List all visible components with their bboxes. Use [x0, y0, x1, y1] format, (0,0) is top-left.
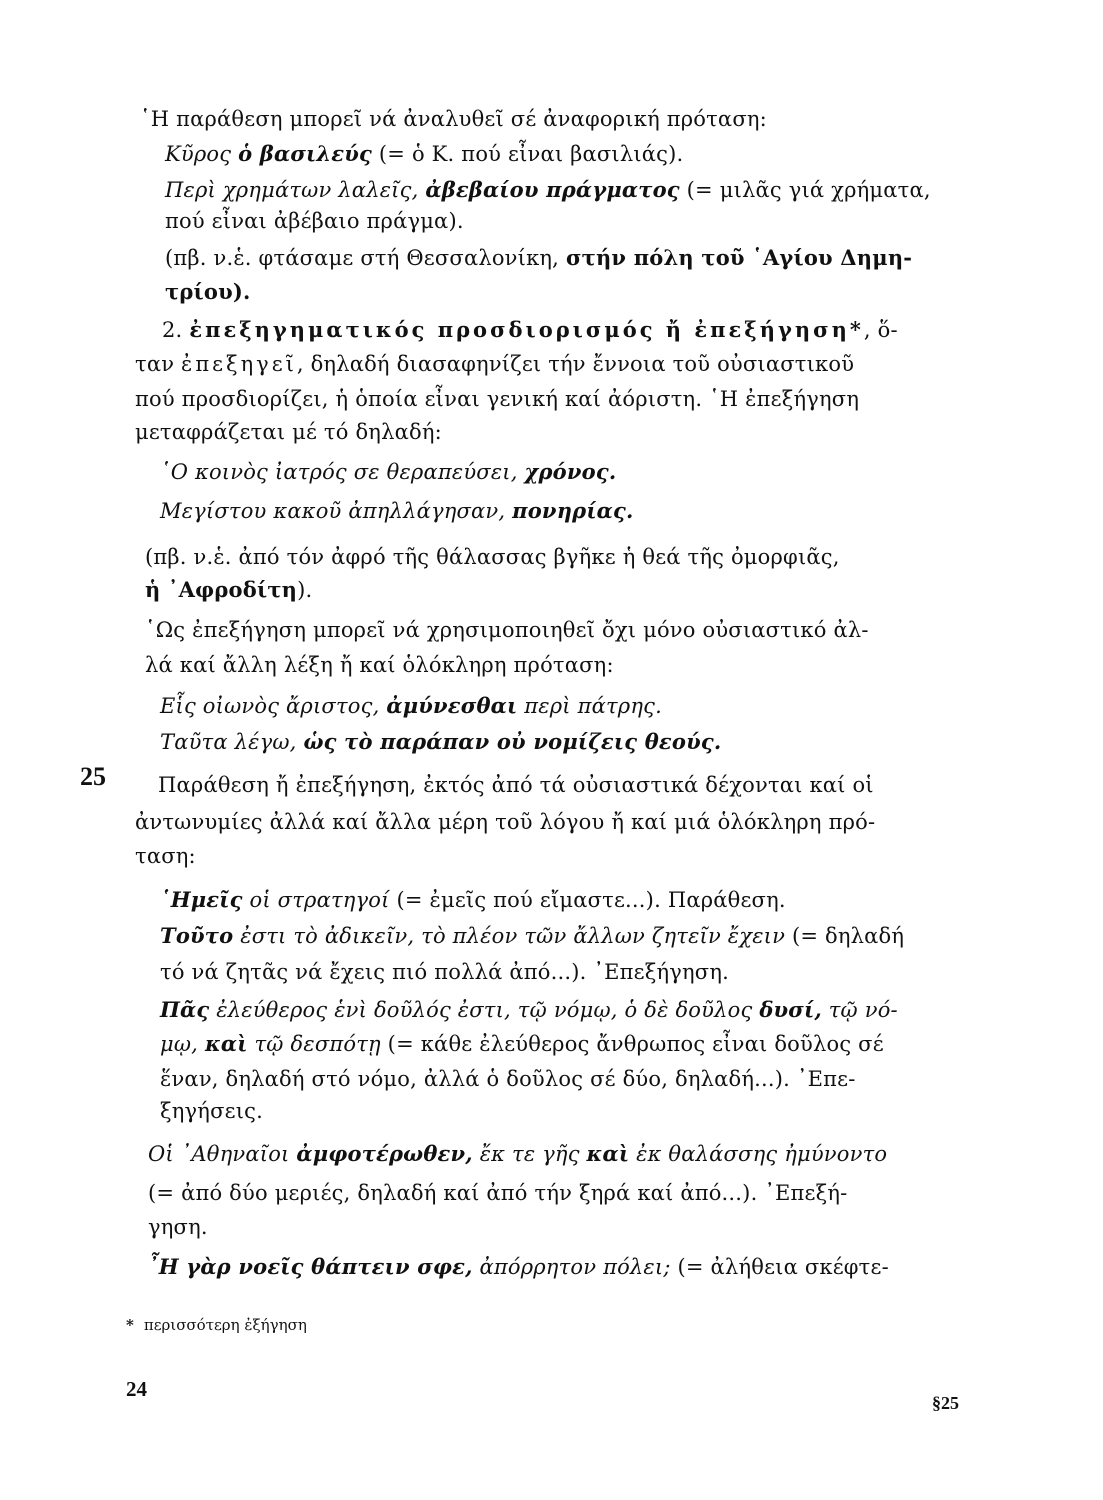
text-run: , ὅ- [863, 318, 898, 342]
text-line [160, 1065, 856, 1093]
text-run: ἀμύνεσθαι [386, 693, 518, 718]
example-line [160, 692, 662, 720]
text-run: ἀντωνυμίες ἀλλά καί ἄλλα μέρη τοῦ λόγου ἤ καί μιά ὁλόκληρη πρό- [135, 810, 876, 834]
example-line [160, 922, 904, 950]
text-run: πονηρίας. [512, 498, 634, 523]
text-line [145, 651, 614, 679]
text-run: (πβ. ν.ἑ. ἀπό τόν ἀφρό τῆς θάλασσας βγῆκε ἡ θεά τῆς ὀμορφιᾶς, [145, 545, 840, 569]
text-run: ῾Ο κοινὸς ἰατρός σε θεραπεύσει, [160, 460, 525, 484]
text-line [160, 1097, 263, 1125]
text-run: , δηλαδή διασαφηνίζει τήν ἔννοια τοῦ οὐσιαστικοῦ [296, 352, 855, 376]
text-run: Μεγίστου κακοῦ ἀπηλλάγησαν, [160, 499, 513, 523]
example-line [160, 728, 721, 756]
text-run: ῾Ημεῖς [160, 887, 243, 912]
text-run: τό νά ζητᾶς νά ἔχεις πιό πολλά ἀπό...). ᾿Επεξήγηση. [160, 960, 729, 984]
text-run: ῾Η παράθεση μπορεῖ νά ἀναλυθεῖ σέ ἀναφορική πρόταση: [140, 107, 767, 131]
example-line [148, 1253, 889, 1281]
text-run: Παράθεση ἤ ἐπεξήγηση, ἐκτός ἀπό τά οὐσιαστικά δέχονται καί οἱ [158, 773, 874, 797]
text-run: πού εἶναι ἀβέβαιο πράγμα). [165, 209, 464, 233]
example-line [160, 1030, 884, 1058]
text-line [158, 771, 874, 799]
text-run: ἀμφοτέρωθεν, [296, 1141, 473, 1166]
section-number: 25 [80, 762, 106, 791]
text-line [135, 350, 854, 378]
text-run: ἕναν, δηλαδή στό νόμο, ἀλλά ὁ δοῦλος σέ δύο, δηλαδή...). ᾿Επε- [160, 1067, 856, 1091]
example-line [148, 1140, 887, 1168]
text-line [160, 958, 729, 986]
text-line [165, 244, 912, 272]
text-run: ἀβεβαίου πράγματος [425, 177, 680, 202]
text-line [145, 543, 840, 571]
text-run: ἐλεύθερος ἑνὶ δοῦλός ἐστι, τῷ νόμῳ, ὁ δὲ δοῦλος [209, 998, 760, 1022]
text-run: καὶ [586, 1141, 630, 1166]
text-line [145, 616, 869, 644]
text-run: στήν πόλη τοῦ ῾Αγίου Δημη- [565, 245, 913, 270]
text-run: Ταῦτα λέγω, [160, 730, 304, 754]
text-run: τρίου). [165, 279, 251, 304]
example-line [160, 996, 898, 1024]
text-run: ταση: [135, 844, 196, 868]
text-run: Τοῦτο [160, 923, 234, 948]
text-run: ἐπεξηγηματικός προσδιορισμός ἤ ἐπεξήγηση* [189, 317, 864, 342]
text-run: περὶ πάτρης. [517, 694, 662, 718]
text-run: ἀπόρρητον πόλει; [472, 1255, 671, 1279]
text-run: ἔκ τε γῆς [472, 1142, 587, 1166]
text-run: (= ἀλήθεια σκέφτε- [670, 1255, 889, 1279]
example-line [165, 207, 464, 235]
text-run: δυσί, [759, 997, 822, 1022]
text-line [148, 1179, 847, 1207]
text-run: πού προσδιορίζει, ἡ ὁποία εἶναι γενική καί ἀόριστη. ῾Η ἐπεξήγηση [135, 387, 860, 411]
text-run: ξηγήσεις. [160, 1099, 263, 1123]
text-run: 2. [162, 318, 190, 342]
text-run: (= δηλαδή [785, 924, 905, 948]
text-line [135, 385, 859, 413]
text-run: (= μιλᾶς γιά χρήματα, [679, 178, 931, 202]
text-line [135, 808, 875, 836]
footnote [126, 1316, 307, 1334]
text-run: (πβ. ν.ἑ. φτάσαμε στή Θεσσαλονίκη, [165, 246, 566, 270]
text-run: Περὶ χρημάτων λαλεῖς, [165, 178, 426, 202]
text-run: τῷ δεσπότῃ [247, 1032, 381, 1056]
text-run: καὶ [204, 1031, 248, 1056]
text-run: οἱ στρατηγοί [242, 888, 390, 912]
text-run: μῳ, [160, 1032, 205, 1056]
text-line [145, 576, 312, 604]
text-run: ῾Ως ἐπεξήγηση μπορεῖ νά χρησιμοποιηθεῖ ὄχι μόνο οὐσιαστικό ἀλ- [145, 618, 869, 642]
text-run: γηση. [148, 1215, 208, 1239]
text-run: ἐπεξηγεῖ [181, 352, 297, 376]
page-number: 24 [126, 1377, 147, 1401]
footnote-marker: * [126, 1316, 134, 1334]
text-run: ὁ βασιλεύς [238, 141, 373, 166]
example-line [165, 176, 931, 204]
text-run: μεταφράζεται μέ τό δηλαδή: [135, 420, 442, 444]
text-line [162, 316, 898, 344]
text-line [135, 418, 442, 446]
text-run: (= ἐμεῖς πού εἴμαστε...). Παράθεση. [389, 888, 786, 912]
text-run: ὡς τὸ παράπαν οὐ νομίζεις θεούς. [303, 729, 722, 754]
text-line [165, 278, 250, 306]
text-run: ἐστι τὸ ἀδικεῖν, τὸ πλέον τῶν ἄλλων ζητεῖν ἔχειν [233, 924, 786, 948]
example-line [165, 140, 683, 168]
text-run: ταν [135, 352, 182, 376]
text-run: λά καί ἄλλη λέξη ἤ καί ὁλόκληρη πρόταση: [145, 653, 614, 677]
text-run: Πᾶς [160, 997, 210, 1022]
text-run: ῏Η γὰρ νοεῖς θάπτειν σφε, [148, 1254, 473, 1279]
text-run: ἡ ᾿Αφροδίτη [145, 577, 298, 602]
section-reference: §25 [932, 1393, 959, 1413]
text-line [148, 1213, 208, 1241]
footnote-text: περισσότερη ἐξήγηση [143, 1316, 307, 1334]
text-line [135, 842, 196, 870]
text-run: (= ὁ Κ. πού εἶναι βασιλιάς). [372, 142, 684, 166]
text-run: (= ἀπό δύο μεριές, δηλαδή καί ἀπό τήν ξηρά καί ἀπό...). ᾿Επεξή- [148, 1181, 848, 1205]
example-line [160, 458, 616, 486]
text-line [140, 105, 767, 133]
text-run: χρόνος. [524, 459, 617, 484]
text-run: (= κάθε ἐλεύθερος ἄνθρωπος εἶναι δοῦλος σέ [380, 1032, 884, 1056]
text-run: Κῦρος [165, 142, 239, 166]
example-line [160, 497, 634, 525]
text-run: ). [297, 578, 313, 602]
text-run: ἐκ θαλάσσης ἠμύνοντο [629, 1142, 888, 1166]
text-run: Εἷς οἰωνὸς ἄριστος, [160, 694, 387, 718]
example-line [160, 886, 786, 914]
text-run: τῷ νό- [821, 998, 898, 1022]
text-run: Οἱ ᾿Αθηναῖοι [148, 1142, 297, 1166]
